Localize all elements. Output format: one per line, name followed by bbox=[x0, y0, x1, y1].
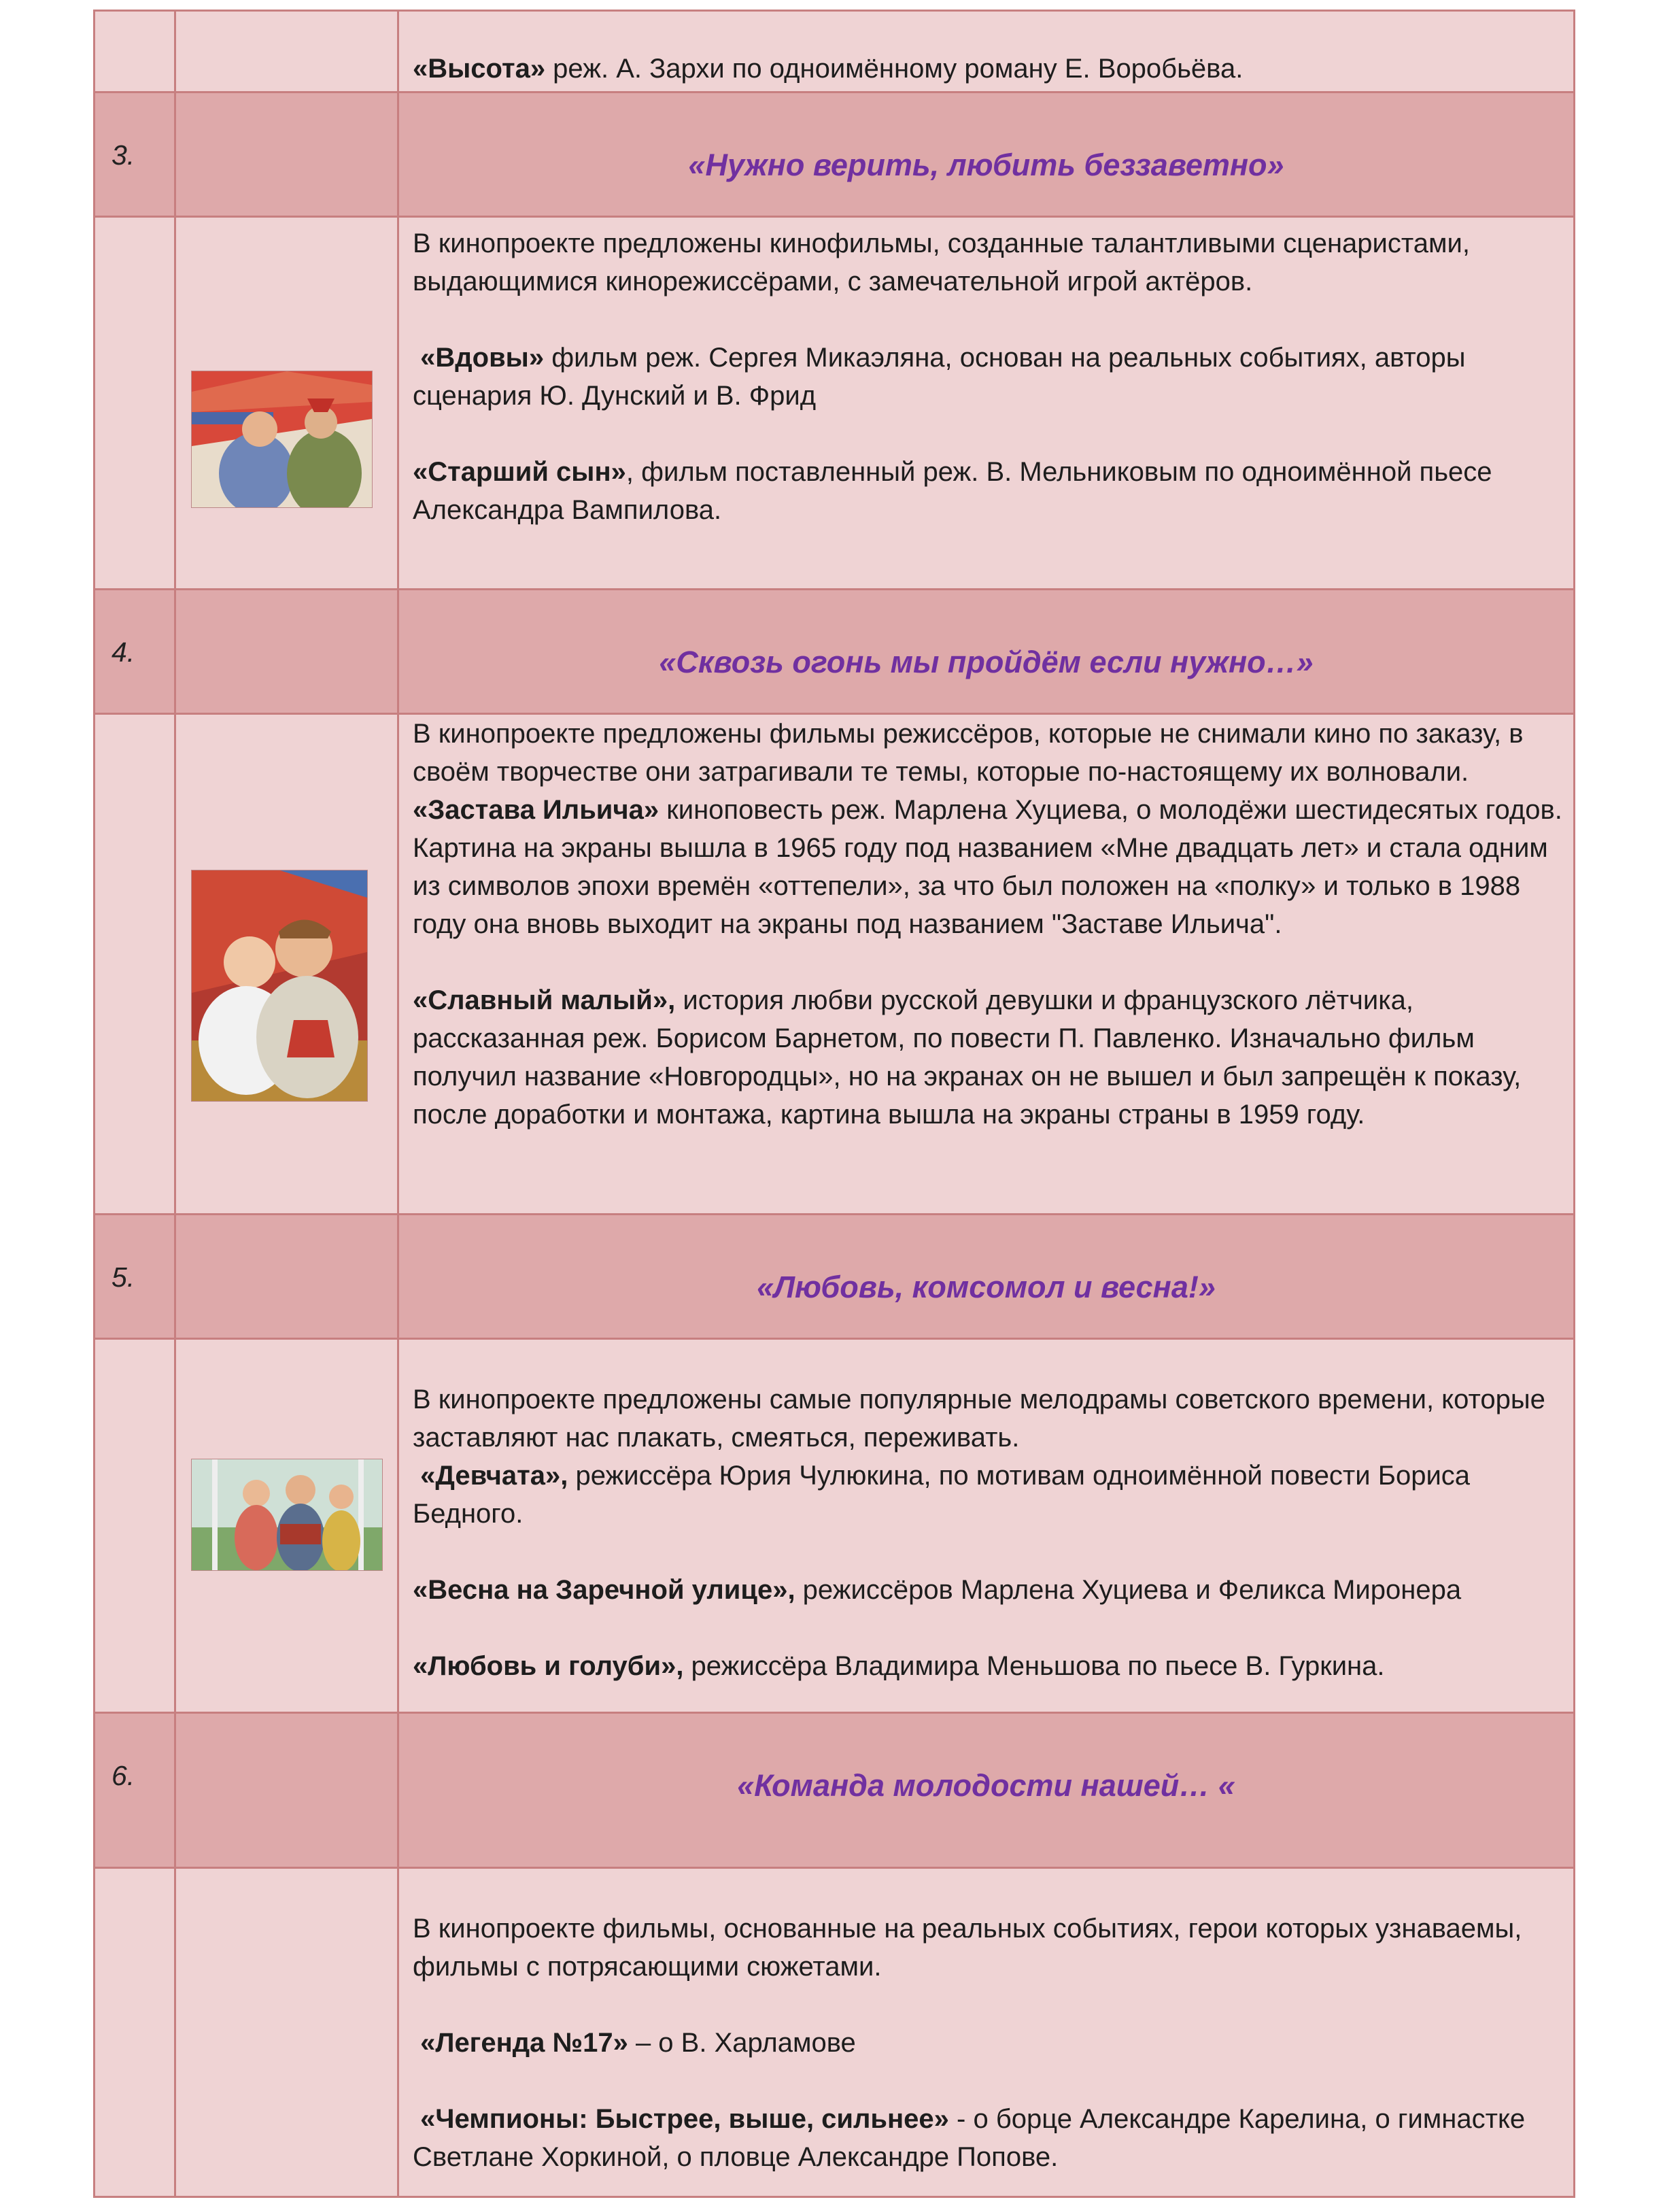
film-title: «Любовь и голуби», bbox=[413, 1651, 684, 1681]
poster-image bbox=[191, 870, 368, 1102]
section-title: «Нужно верить, любить беззаветно» bbox=[688, 148, 1284, 182]
film-title: «Старший сын» bbox=[413, 457, 626, 487]
section-title: «Любовь, комсомол и весна!» bbox=[757, 1270, 1216, 1304]
poster-image bbox=[191, 1459, 383, 1571]
film-title: «Девчата», bbox=[420, 1461, 568, 1491]
film-title: «Высота» bbox=[413, 54, 546, 84]
section-header-5 bbox=[95, 1215, 1573, 1340]
section-body-4 bbox=[95, 715, 1573, 1215]
film-title: «Славный малый», bbox=[413, 985, 676, 1015]
section-title: «Команда молодости нашей… « bbox=[737, 1768, 1235, 1803]
section-number: 5. bbox=[112, 1261, 135, 1293]
section-text: В кинопроекте фильмы, основанные на реальных событиях, герои которых узнаваемы, фильмы с потрясающими сюжетами. «Легенда №17» – о В. Харламове «Чемпионы: Быстрее, выше, сильнее» - о борце Александре Карелина, о гимнастке Светлане Хоркиной, о пловце Александре Попове. bbox=[413, 1914, 1526, 2172]
film-title: «Легенда №17» bbox=[420, 2028, 628, 2058]
section-number: 4. bbox=[112, 637, 135, 668]
section-title: «Сквозь огонь мы пройдём если нужно…» bbox=[659, 645, 1314, 679]
section-header-4 bbox=[95, 590, 1573, 715]
section-number: 6. bbox=[112, 1760, 135, 1791]
film-title: «Весна на Заречной улице», bbox=[413, 1575, 795, 1605]
section-body-6 bbox=[95, 1869, 1573, 2196]
section-text: В кинопроекте предложены фильмы режиссёров, которые не снимали кино по заказу, в своём творчестве они затрагивали те темы, которые по-настоящему их волновали. «Застава Ильича» киноповесть реж. Марлена Хуциева, о молодёжи шестидесятых годов. Картина на экраны вышла в 1965 году под названием «Мне двадцать лет» и стала одним из символов эпохи времён «оттепели», за что был положен на «полку» и только в 1988 году она вновь выходит на экраны под названием "Заставе Ильича". «Славный малый», история любви русской девушки и французского лётчика, рассказанная реж. Борисом Барнетом, по повести П. Павленко. Изначально фильм получил название «Новгородцы», но на экранах он не вышел и был запрещён к показу, после доработки и монтажа, картина вышла на экраны страны в 1959 году. bbox=[413, 719, 1562, 1130]
film-title: «Вдовы» bbox=[420, 343, 545, 373]
table-row-continuation bbox=[95, 12, 1573, 93]
section-header-6 bbox=[95, 1714, 1573, 1869]
section-header-3 bbox=[95, 93, 1573, 218]
section-text: В кинопроекте предложены кинофильмы, созданные талантливыми сценаристами, выдающимися кинорежиссёрами, с замечательной игрой актёров. «Вдовы» фильм реж. Сергея Микаэляна, основан на реальных событиях, авторы сценария Ю. Дунский и В. Фрид «Старший сын», фильм поставленный реж. В. Мельниковым по одноимённой пьесе Александра Вампилова. bbox=[413, 228, 1492, 525]
film-description: «Высота» реж. А. Зархи по одноимённому роману Е. Воробьёва. bbox=[413, 54, 1244, 84]
film-title: «Чемпионы: Быстрее, выше, сильнее» bbox=[420, 2104, 949, 2134]
section-body-5 bbox=[95, 1340, 1573, 1714]
section-body-3 bbox=[95, 218, 1573, 590]
section-number: 3. bbox=[112, 139, 135, 171]
poster-image bbox=[191, 371, 373, 508]
films-table bbox=[93, 10, 1575, 2198]
section-text: В кинопроекте предложены самые популярные мелодрамы советского времени, которые заставляют нас плакать, смеяться, переживать. «Девчата», режиссёра Юрия Чулюкина, по мотивам одноимённой повести Бориса Бедного. «Весна на Заречной улице», режиссёров Марлена Хуциева и Феликса Миронера «Любовь и голуби», режиссёра Владимира Меньшова по пьесе В. Гуркина. bbox=[413, 1385, 1545, 1681]
film-title: «Застава Ильича» bbox=[413, 795, 659, 825]
